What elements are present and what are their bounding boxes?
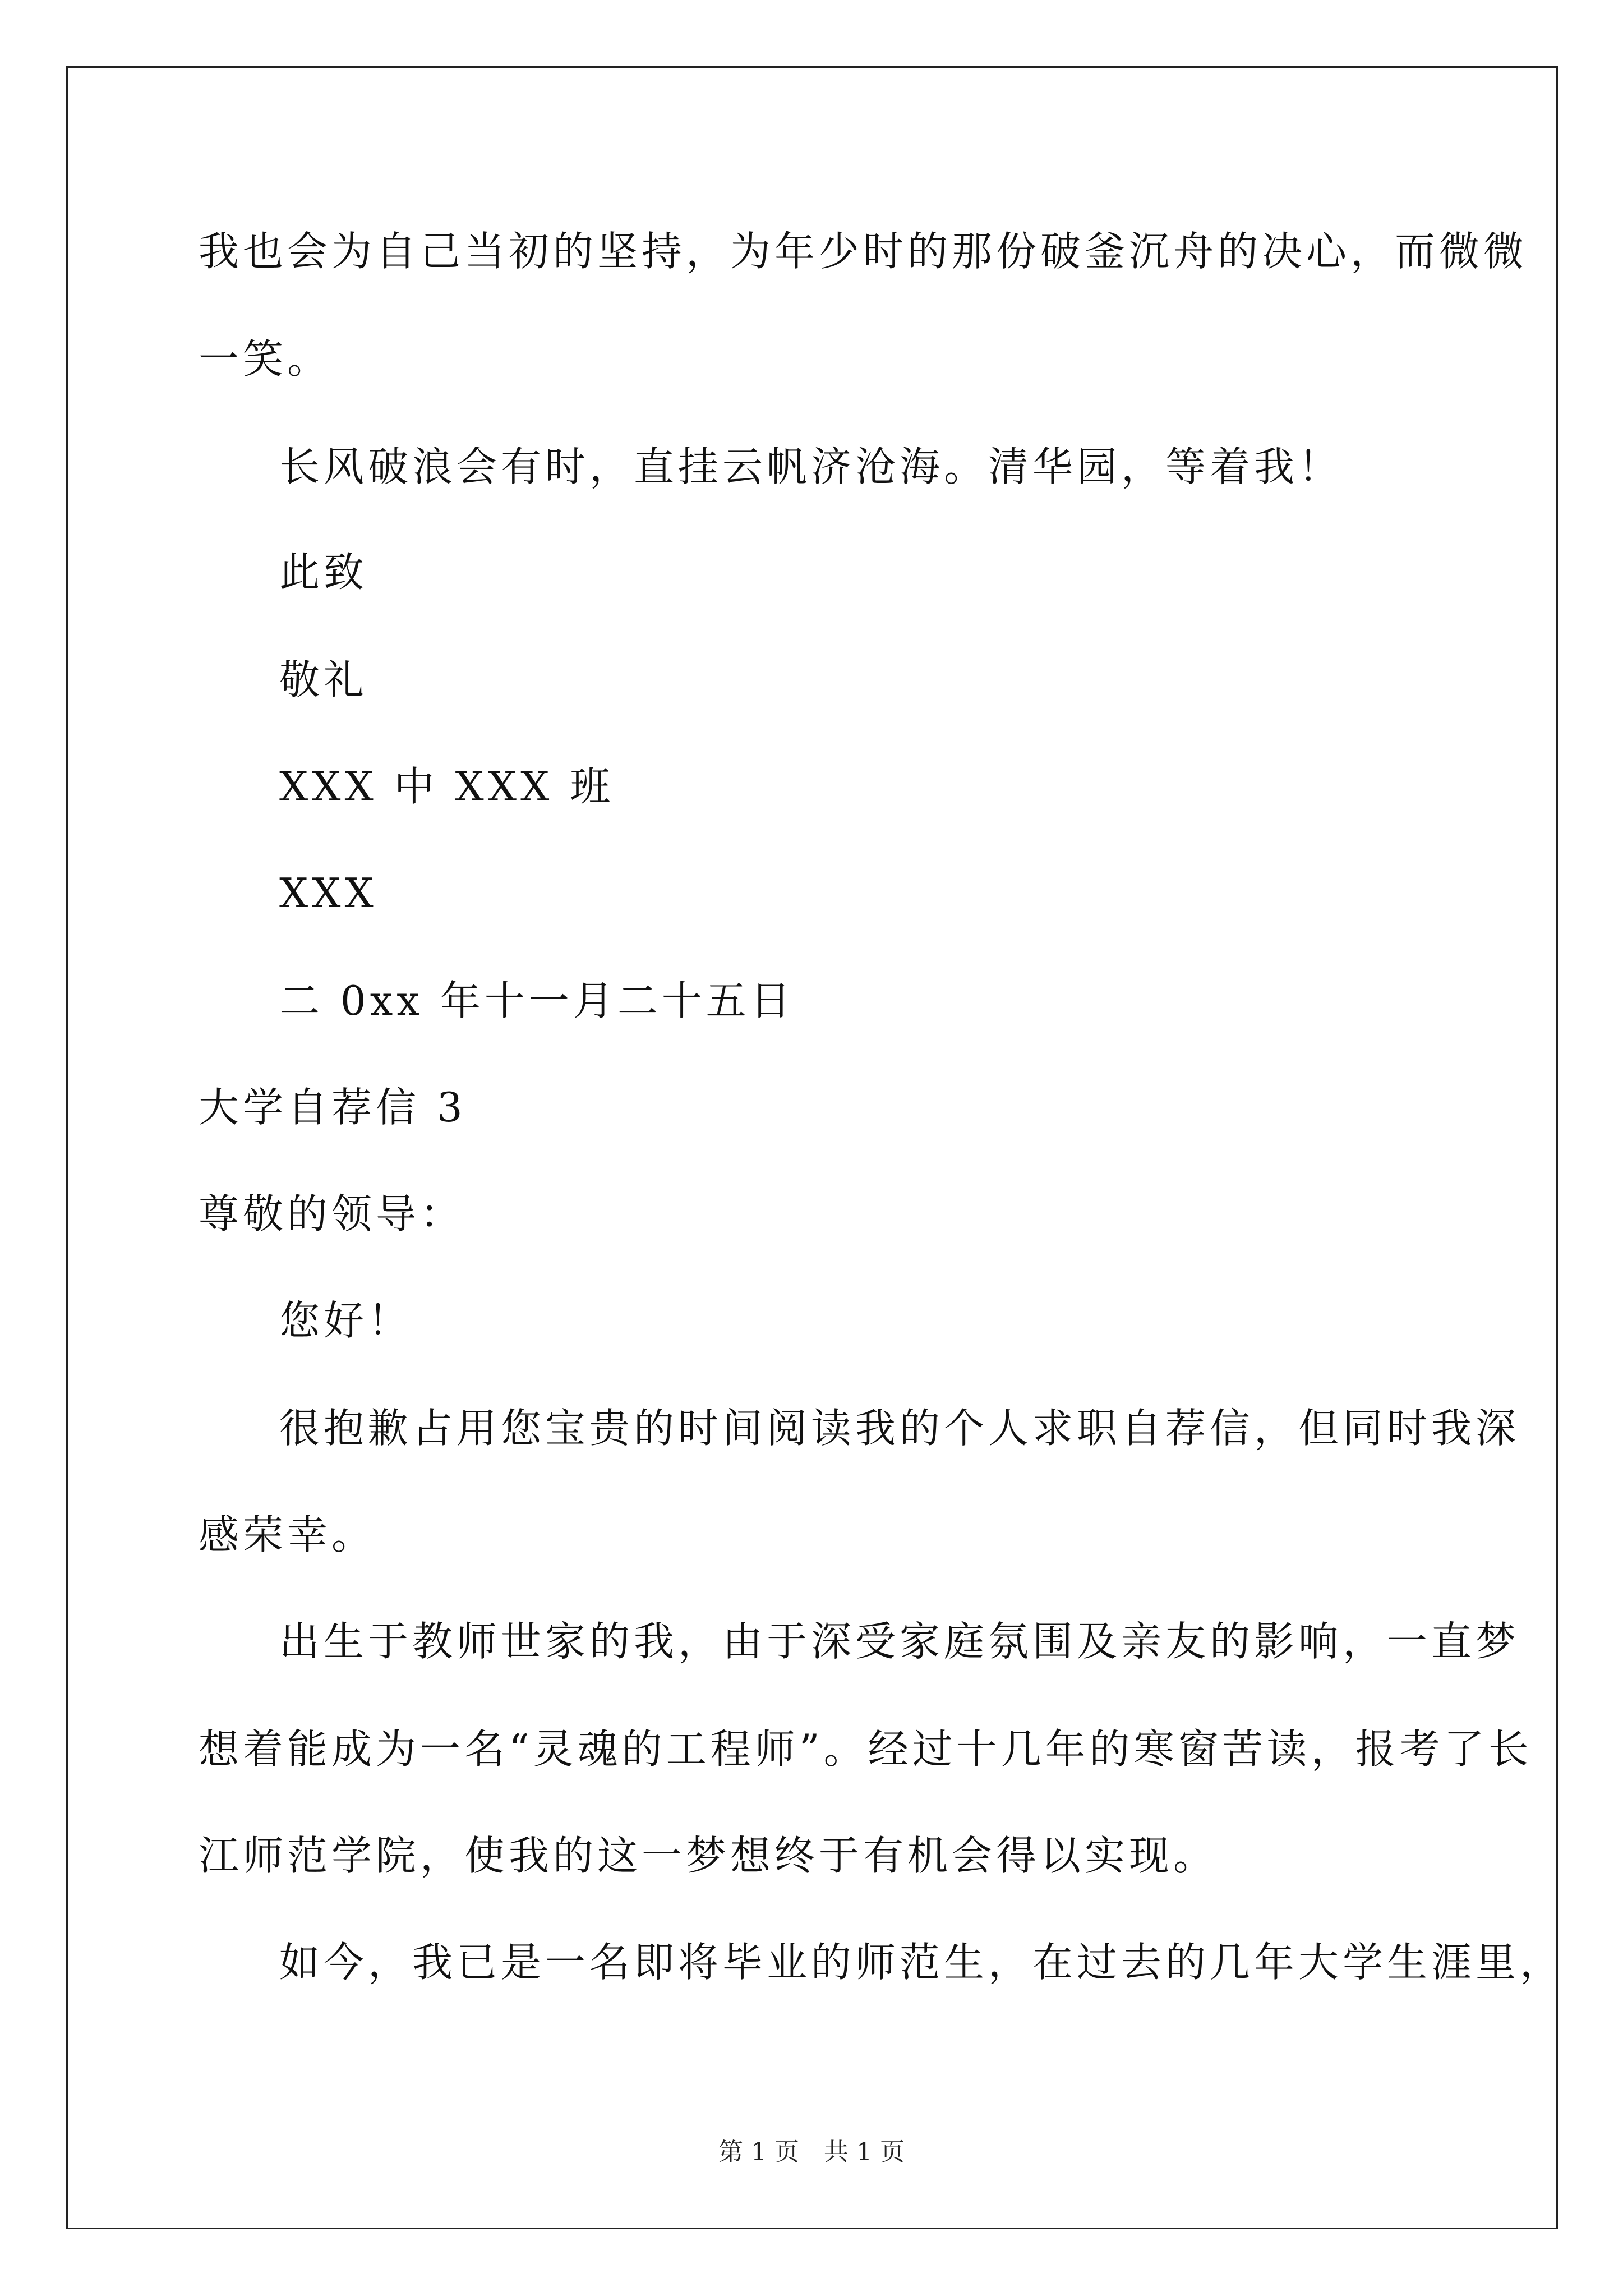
paragraph-line: 想着能成为一名“灵魂的工程师”。经过十几年的寒窗苦读，报考了长 [199,1726,1533,1773]
paragraph-line: 江师范学院，使我的这一梦想终于有机会得以实现。 [199,1832,1218,1879]
signature-date: 二 0xx 年十一月二十五日 [279,977,795,1024]
greeting: 您好！ [279,1297,413,1344]
paragraph-line: 感荣幸。 [199,1511,376,1558]
letter-salutation: 尊敬的领导： [199,1190,465,1237]
paragraph-line: 出生于教师世家的我，由于深受家庭氛围及亲友的影响，一直梦 [279,1618,1520,1665]
paragraph-line: 长风破浪会有时，直挂云帆济沧海。清华园，等着我！ [279,443,1343,490]
signature-class: XXX 中 XXX 班 [279,763,615,810]
paragraph-line: 如今，我已是一名即将毕业的师范生，在过去的几年大学生涯里， [279,1939,1565,1986]
section-title: 大学自荐信 3 [199,1084,467,1131]
signature-name: XXX [279,869,377,917]
closing-regards: 敬礼 [279,656,368,703]
closing-salutation: 此致 [279,549,368,596]
page-footer: 第 1 页 共 1 页 [718,2138,905,2166]
paragraph-line: 一笑。 [199,335,332,383]
page-border [66,66,1558,2229]
paragraph-line: 我也会为自己当初的坚持，为年少时的那份破釜沉舟的决心，而微微 [199,228,1528,275]
paragraph-line: 很抱歉占用您宝贵的时间阅读我的个人求职自荐信，但同时我深 [279,1405,1520,1452]
